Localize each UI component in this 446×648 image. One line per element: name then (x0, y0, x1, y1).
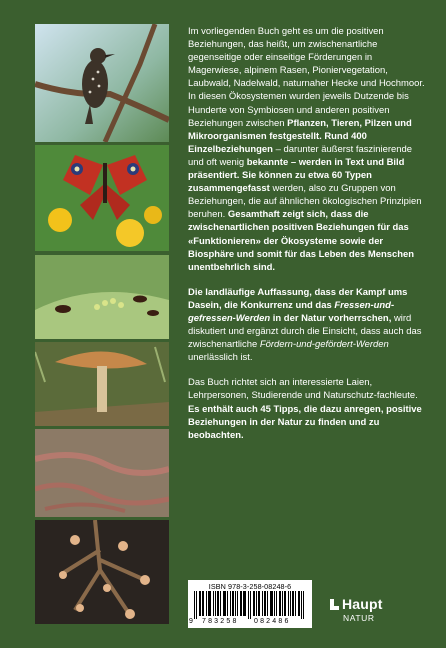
blurb-text (188, 25, 428, 454)
photo-root-nodules (35, 520, 169, 624)
blurb-paragraph-1: Im vorliegenden Buch geht es um die positiven Beziehungen, das heißt, um zwischenartliche gegenseitige oder einseitige Förderungen in Magerwiese, alpinem Rasen, Pioniervegetation, Laubwald, Nadelwald, naturnaher Hecke und Hochmoor. In diesen Ökosystemen wurden jeweils Dutzende bis Hunderte von Symbiosen und anderen positiven Beziehungen zwischen Pflanzen, Tieren, Pilzen und Mikroorganismen festgestellt. Rund 400 Einzelbeziehungen – darunter äußerst faszinierende und oft wenig bekannte – werden in Text und Bild präsentiert. Sie können zu etwa 60 Typen zusammengefasst werden, also zu Gruppen von Beziehungen, die auf ähnlichen ökologischen Prinzipien beruhen. Gesamthaft zeigt sich, dass die zwischenartlichen positiven Beziehungen für das «Funktionieren» der Ökosysteme sowie der Biosphäre und somit für das Leben des Menschen unentbehrlich sind. (188, 26, 425, 273)
ean-left-group: 783258 (202, 618, 239, 625)
photo-ants-on-leaf (35, 255, 169, 339)
blurb-paragraph-2: Die landläufige Auffassung, dass der Kampf ums Dasein, die Konkurrenz und das Fressen-und-gefressen-Werden in der Natur vorherrschen, wird diskutiert und ergänzt durch die Einsicht, dass auch das zwischenartliche Fördern-und-gefördert-Werden unerlässlich ist. (188, 286, 422, 364)
publisher-name: Haupt (342, 596, 383, 612)
ean-right-group: 082486 (254, 618, 291, 625)
photo-butterfly-on-flowers (35, 145, 169, 251)
publisher-logo (330, 596, 410, 623)
blurb-paragraph-3: Das Buch richtet sich an interessierte Laien, Lehrpersonen, Studierende und Naturschutz-fachleute. Es enthält auch 45 Tipps, die dazu anregen, positive Beziehungen in der Natur zu finden und zu beobachten. (188, 377, 422, 441)
haupt-logo-icon (330, 599, 339, 610)
barcode-bars (194, 591, 306, 619)
photo-earthworms (35, 429, 169, 517)
publisher-imprint: NATUR (343, 613, 375, 623)
isbn-barcode (188, 580, 312, 628)
photo-mushroom (35, 342, 169, 426)
ean-first-digit: 9 (189, 618, 193, 625)
photo-bird-on-branch (35, 24, 169, 142)
isbn-number: ISBN 978-3-258-08248-6 (208, 582, 292, 591)
